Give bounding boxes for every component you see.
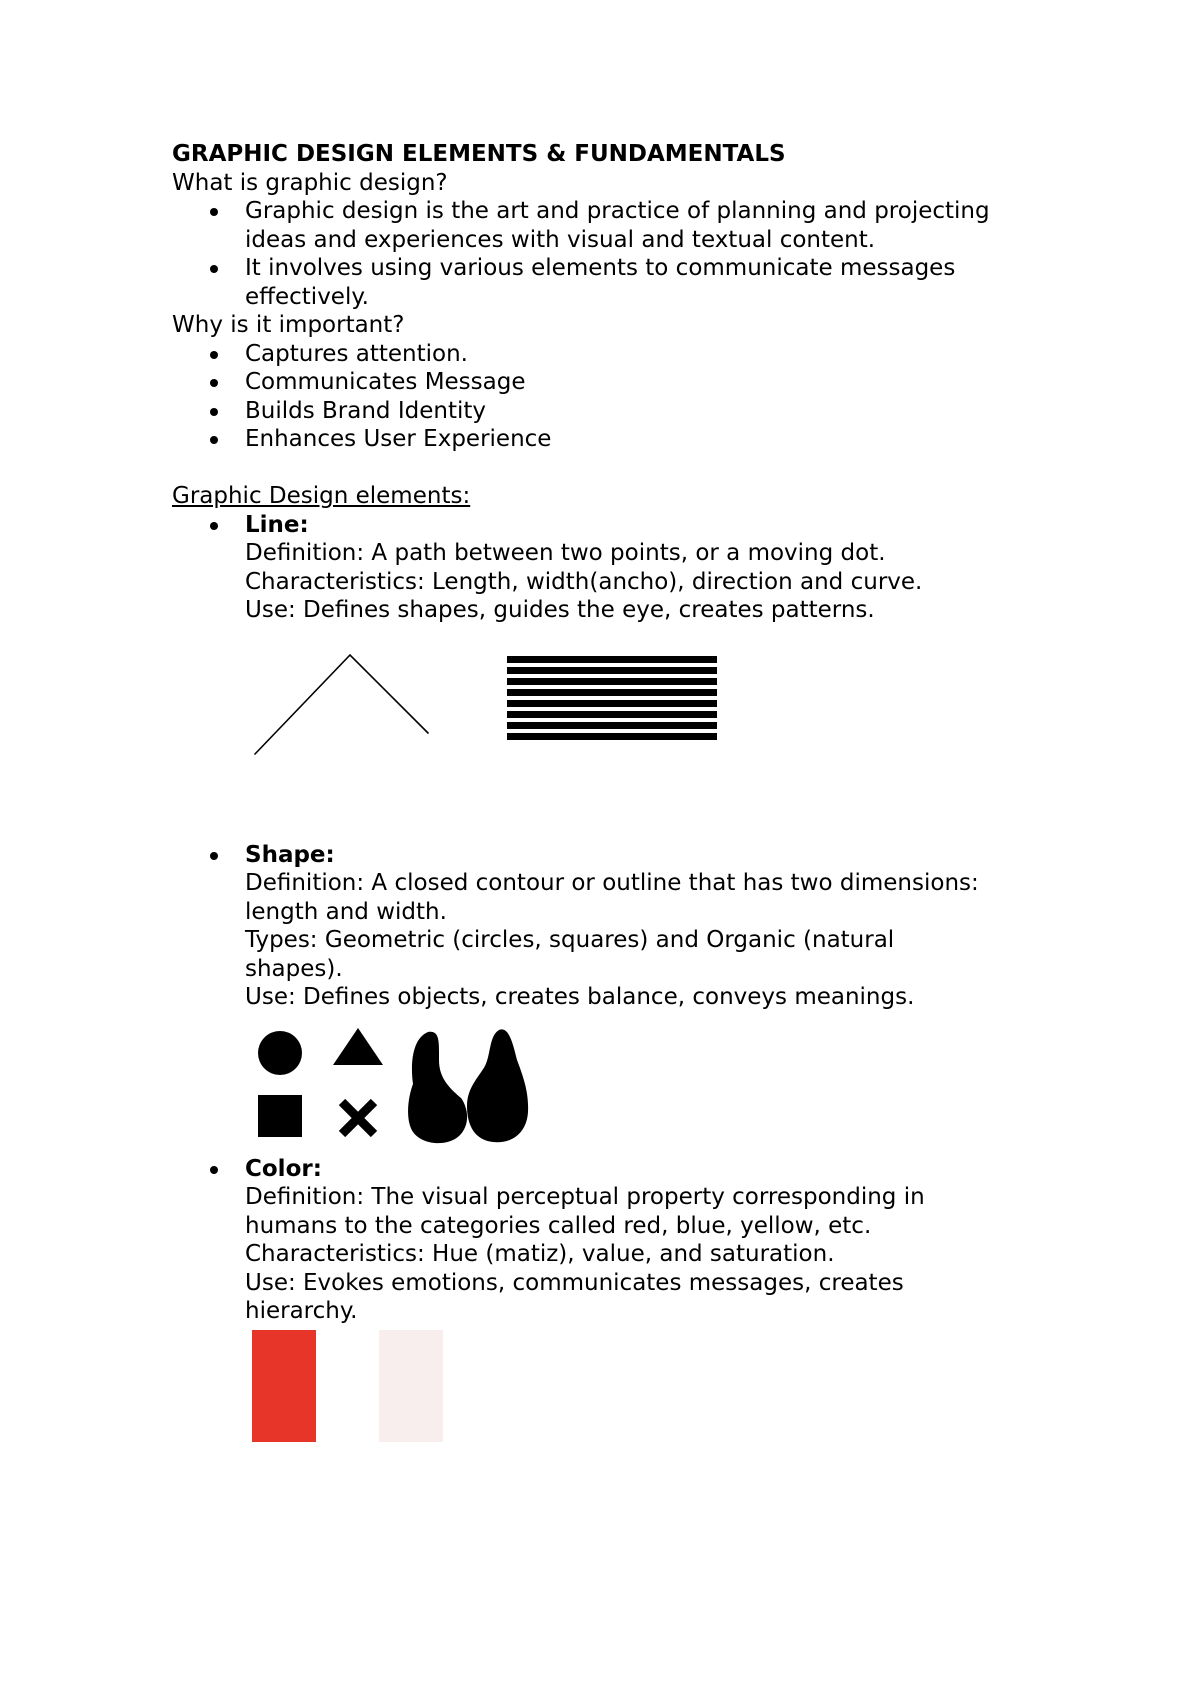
element-name: Color: <box>245 1155 322 1182</box>
element-use-line: Use: Evokes emotions, communicates messages, creates <box>245 1269 904 1296</box>
element-definition: Definition: A path between two points, or a moving dot. <box>245 540 886 566</box>
element-types-line: Types: Geometric (circles, squares) and Organic (natural <box>245 927 895 953</box>
question-why-important: Why is it important? <box>172 312 405 338</box>
importance-list <box>172 340 1072 454</box>
shape-illustration <box>245 1022 545 1152</box>
list-item-text-line: effectively. <box>245 283 369 310</box>
stripe <box>507 711 717 718</box>
square-icon <box>258 1095 302 1137</box>
element-characteristics: Characteristics: Length, width(ancho), direction and curve. <box>245 568 923 595</box>
stripe <box>507 678 717 685</box>
stripe <box>507 722 717 729</box>
stripe <box>507 667 717 674</box>
list-item: Captures attention. <box>172 340 1072 369</box>
element-shape <box>172 841 1072 1155</box>
document-title: GRAPHIC DESIGN ELEMENTS & FUNDAMENTALS <box>172 141 786 167</box>
element-characteristics: Characteristics: Hue (matiz), value, and saturation. <box>245 1241 835 1267</box>
element-types-line: shapes). <box>245 955 343 982</box>
list-item <box>172 254 1072 311</box>
circle-icon <box>258 1031 302 1075</box>
element-line <box>172 511 1072 841</box>
list-item-text-line: ideas and experiences with visual and textual content. <box>245 226 876 253</box>
list-item-text-line: It involves using various elements to communicate messages <box>245 255 956 281</box>
stripe <box>507 733 717 740</box>
list-item: Communicates Message <box>172 368 1072 397</box>
color-figure <box>245 1326 1072 1446</box>
list-item: Enhances User Experience <box>172 425 1072 454</box>
list-item <box>172 197 1072 254</box>
line-figure <box>245 625 1072 841</box>
horizontal-stripes-icon <box>507 656 717 740</box>
element-definition-line: humans to the categories called red, blue, yellow, etc. <box>245 1212 872 1239</box>
elements-list <box>172 511 1072 1446</box>
element-definition-line: Definition: The visual perceptual property corresponding in <box>245 1184 925 1210</box>
stripe <box>507 656 717 663</box>
pale-pink-color-swatch <box>379 1330 443 1442</box>
organic-blob-right-icon <box>467 1029 528 1142</box>
elements-heading: Graphic Design elements: <box>172 483 471 509</box>
element-color <box>172 1155 1072 1446</box>
document-page <box>172 140 1072 1446</box>
triangle-icon <box>333 1028 383 1065</box>
element-name: Shape: <box>245 841 335 868</box>
element-name: Line: <box>245 511 309 538</box>
element-use: Use: Defines objects, creates balance, conveys meanings. <box>245 984 915 1010</box>
list-item-text-line: Graphic design is the art and practice of planning and projecting <box>245 198 990 224</box>
definition-list <box>172 197 1072 311</box>
stripe <box>507 689 717 696</box>
stripe <box>507 700 717 707</box>
chevron-line-icon <box>255 655 428 754</box>
question-what-is-graphic-design: What is graphic design? <box>172 169 448 196</box>
element-use: Use: Defines shapes, guides the eye, creates patterns. <box>245 597 875 623</box>
element-definition-line: length and width. <box>245 898 447 925</box>
element-use-line: hierarchy. <box>245 1298 358 1324</box>
red-color-swatch <box>252 1330 316 1442</box>
organic-blob-left-icon <box>408 1031 467 1142</box>
element-definition-line: Definition: A closed contour or outline that has two dimensions: <box>245 870 979 896</box>
shape-figure <box>245 1012 1072 1155</box>
list-item: Builds Brand Identity <box>172 397 1072 426</box>
cross-icon <box>342 1102 374 1134</box>
spacer <box>172 454 1072 483</box>
line-illustration <box>245 635 725 765</box>
